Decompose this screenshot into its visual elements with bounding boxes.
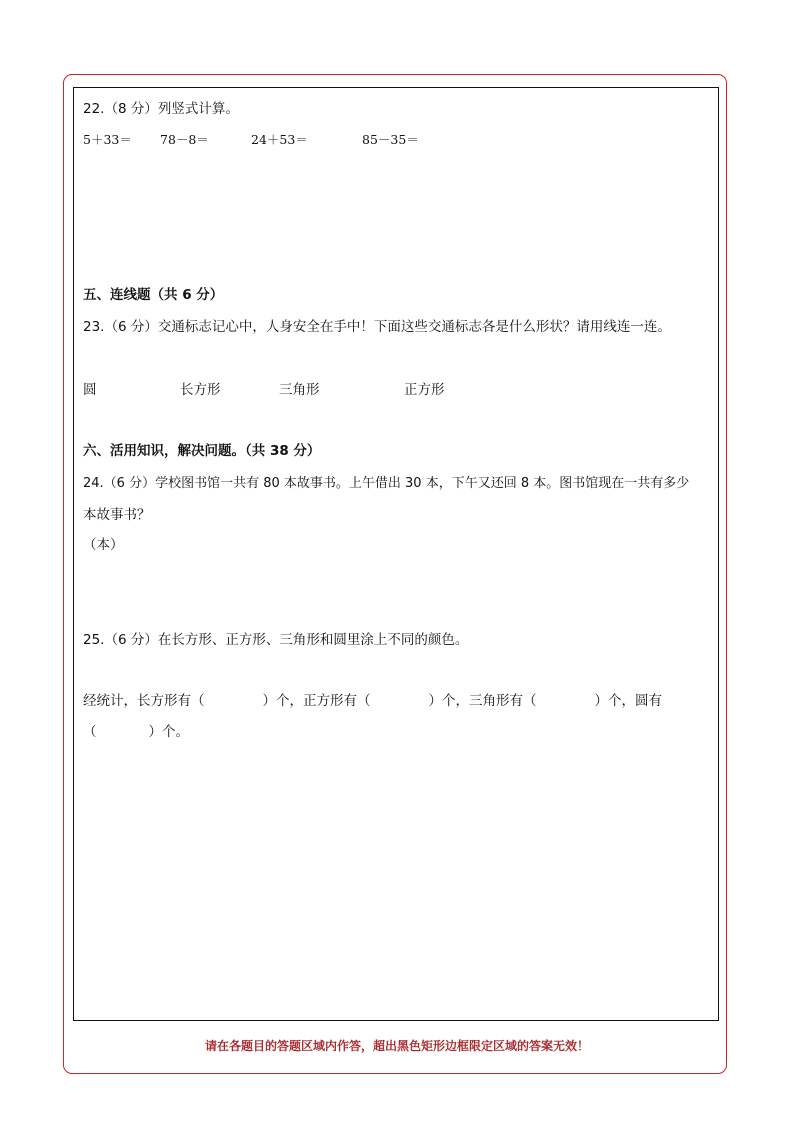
section-5-heading: 五、连线题（共 6 分） [83, 287, 224, 303]
q23-shape-circle: 圆 [83, 382, 97, 398]
q24-text-line2: 本故事书？ [83, 507, 151, 523]
q22-title: 22.（8 分）列竖式计算。 [83, 101, 239, 117]
q24-text-line1: 24.（6 分）学校图书馆一共有 80 本故事书。上午借出 30 本，下午又还回 8 本。图书馆现在一共有多少 [83, 476, 690, 491]
q25-rect-label: 经统计，长方形有（ [83, 693, 205, 709]
q25-circle-label: ）个，圆有 [594, 693, 662, 709]
q25-text: 25.（6 分）在长方形、正方形、三角形和圆里涂上不同的颜色。 [83, 632, 469, 648]
footer-warning: 请在各题目的答题区域内作答，超出黑色矩形边框限定区域的答案无效！ [204, 1039, 589, 1053]
q22-expr-3: 24＋53＝ [251, 132, 308, 147]
section-6-heading: 六、活用知识，解决问题。（共 38 分） [83, 443, 321, 459]
q24-unit: （本） [83, 537, 124, 553]
q25-circle-open: （ [83, 724, 97, 740]
q25-square-label: ）个，正方形有（ [262, 693, 371, 709]
q25-triangle-label: ）个，三角形有（ [428, 693, 537, 709]
q25-circle-close: ）个。 [148, 724, 189, 740]
q23-shape-square: 正方形 [404, 382, 445, 398]
q25-count-line2 [83, 722, 189, 742]
q23-text: 23.（6 分）交通标志记心中，人身安全在手中！下面这些交通标志各是什么形状？请用线连一连。 [83, 319, 671, 335]
q22-expr-2: 78－8＝ [160, 132, 209, 147]
q25-count-line1 [83, 691, 662, 711]
q23-shape-rectangle: 长方形 [180, 382, 221, 398]
answer-area-frame [73, 87, 719, 1021]
q22-expr-1: 5＋33＝ [83, 132, 132, 147]
q23-shape-triangle: 三角形 [279, 382, 320, 398]
q22-expr-4: 85－35＝ [362, 132, 419, 147]
